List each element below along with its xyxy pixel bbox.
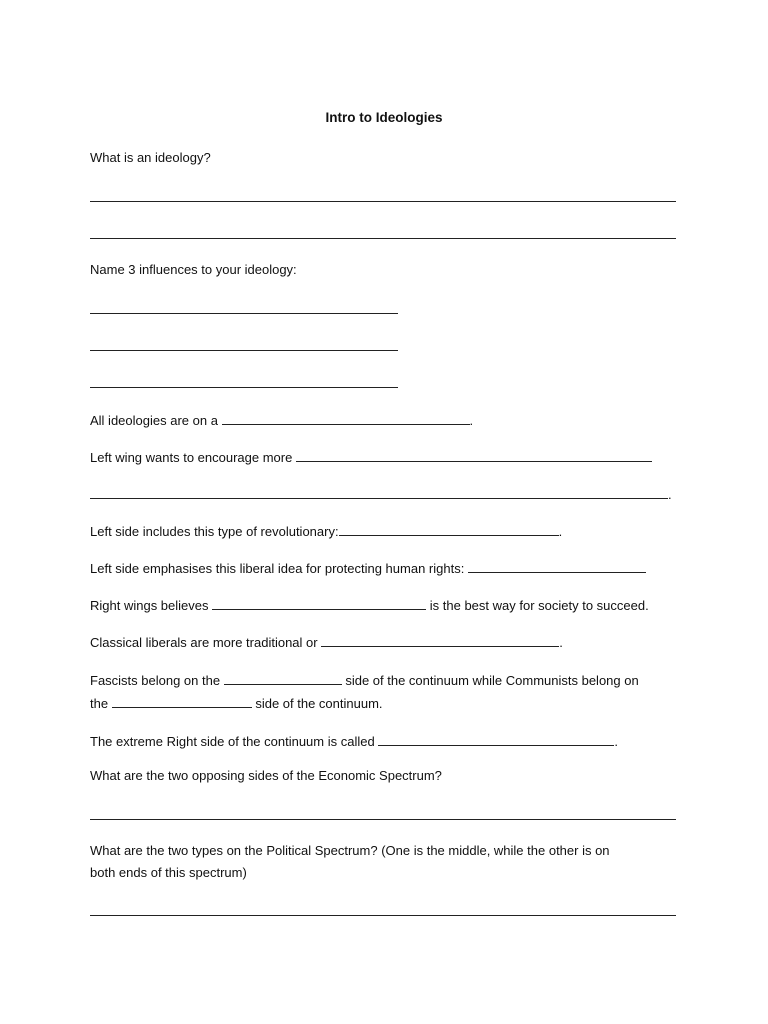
question-human-rights [90, 559, 646, 577]
answer-blank [378, 732, 614, 746]
answer-blank [339, 522, 559, 536]
question-text: side of the continuum while Communists belong on [345, 673, 639, 688]
question-extreme-right [90, 732, 618, 750]
punctuation: . [558, 524, 563, 539]
answer-line [90, 201, 676, 202]
answer-line [90, 915, 676, 916]
question-text: Left side emphasises this liberal idea for protecting human rights: [90, 561, 465, 576]
answer-line [90, 819, 676, 820]
answer-blank [112, 694, 252, 708]
answer-line [90, 313, 398, 314]
question-text: Right wings believes [90, 598, 209, 613]
answer-blank [222, 411, 470, 425]
question-text: Fascists belong on the [90, 673, 221, 688]
question-text: side of the continuum. [255, 696, 383, 711]
question-influences: Name 3 influences to your ideology: [90, 262, 297, 277]
answer-line [90, 238, 676, 239]
question-left-wing-encourage [90, 448, 652, 466]
question-political-spectrum: What are the two types on the Political Spectrum? (One is the middle, while the other is on [90, 843, 610, 858]
question-fascists-communists-line2 [90, 694, 383, 712]
question-text: is the best way for society to succeed. [429, 598, 649, 613]
answer-blank [296, 448, 652, 462]
answer-blank [468, 559, 646, 573]
punctuation: . [469, 413, 474, 428]
question-ideologies-on [90, 411, 473, 429]
question-text: the [90, 696, 109, 711]
punctuation: . [668, 487, 672, 502]
question-revolutionary [90, 522, 562, 540]
answer-blank [212, 596, 426, 610]
question-what-is-ideology: What is an ideology? [90, 150, 211, 165]
question-classical-liberals [90, 633, 563, 651]
worksheet-title: Intro to Ideologies [325, 110, 443, 125]
question-text: Classical liberals are more traditional or [90, 635, 318, 650]
answer-blank [90, 485, 668, 499]
question-text: The extreme Right side of the continuum is called [90, 734, 375, 749]
answer-blank [224, 671, 342, 685]
answer-line [90, 350, 398, 351]
punctuation: . [614, 734, 618, 749]
question-economic-spectrum: What are the two opposing sides of the Economic Spectrum? [90, 768, 442, 783]
question-text: Left side includes this type of revolutionary: [90, 524, 339, 539]
punctuation: . [559, 635, 563, 650]
question-text: Left wing wants to encourage more [90, 450, 293, 465]
answer-line-continued [90, 485, 672, 503]
answer-line [90, 387, 398, 388]
answer-blank [321, 633, 559, 647]
question-right-wing-believes [90, 596, 649, 614]
question-text: All ideologies are on a [90, 413, 218, 428]
question-fascists-communists [90, 671, 639, 689]
question-political-spectrum-line2: both ends of this spectrum) [90, 865, 247, 880]
